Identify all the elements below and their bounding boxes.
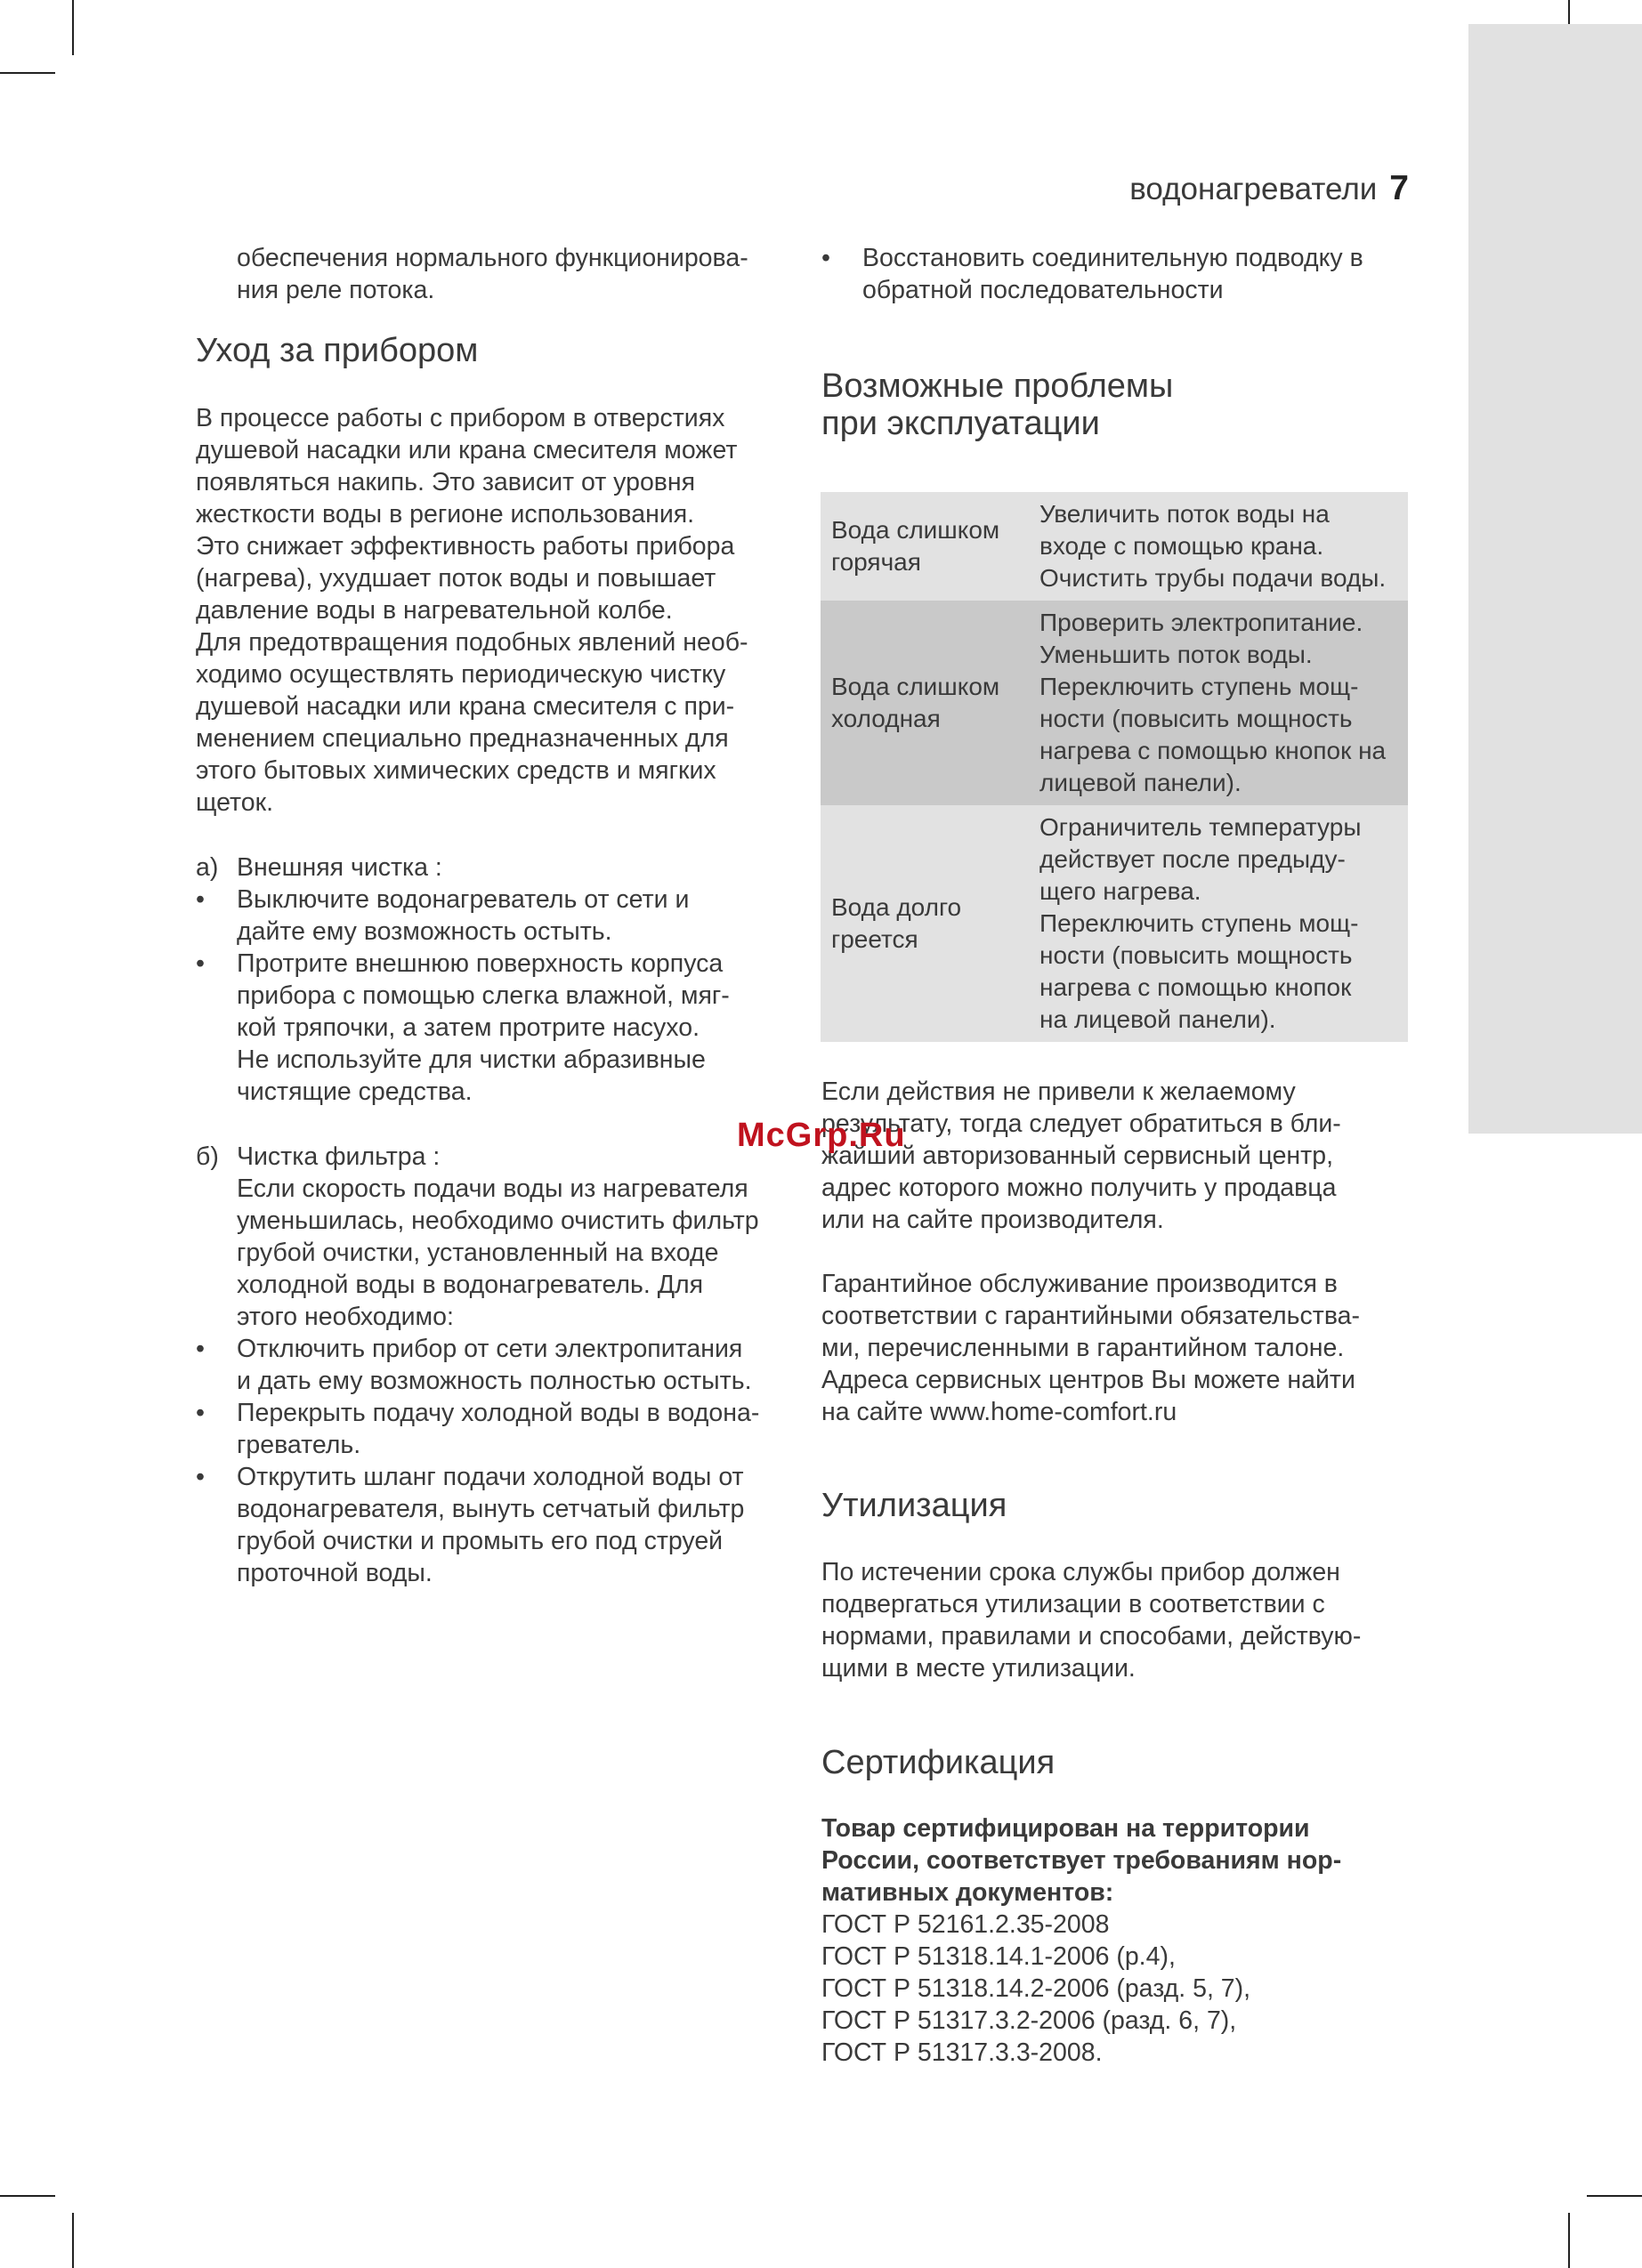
text-line: Вода слишком xyxy=(831,516,1000,544)
text-line: Адреса сервисных центров Вы можете найти xyxy=(821,1366,1355,1394)
text-line: Ограничитель температуры xyxy=(1039,813,1362,841)
text-line: щими в месте утилизации. xyxy=(821,1654,1136,1683)
text-line: ния реле потока. xyxy=(237,276,435,304)
cert-list xyxy=(821,1909,1427,2069)
bullet-icon: • xyxy=(196,885,205,914)
text-line: Переключить ступень мощ- xyxy=(1039,673,1359,700)
text-line: Протрите внешнюю поверхность корпуса xyxy=(237,949,724,978)
heading-line: Возможные проблемы xyxy=(821,367,1174,405)
bullet-icon: • xyxy=(196,949,205,978)
disposal-heading: Утилизация xyxy=(821,1487,1007,1524)
list-item xyxy=(196,1461,801,1589)
disposal-paragraph xyxy=(821,1556,1427,1684)
section-a-letter: а) xyxy=(196,853,219,882)
solution-cell xyxy=(1039,805,1408,1042)
text-line: прибора с помощью слегка влажной, мяг- xyxy=(237,981,730,1010)
text-line: этого бытовых химических средств и мягких xyxy=(196,756,716,785)
bullet-icon: • xyxy=(196,1399,205,1427)
section-b-title xyxy=(196,1141,801,1173)
text-line: Вода долго xyxy=(831,893,962,921)
text-line: мативных документов: xyxy=(821,1878,1114,1907)
watermark: McGrp.Ru xyxy=(737,1117,906,1154)
text-line: греватель. xyxy=(237,1431,361,1459)
list-item xyxy=(821,242,1468,306)
problem-cell xyxy=(821,492,1039,601)
side-tab xyxy=(1468,24,1642,1134)
text-line: грубой очистки и промыть его под струей xyxy=(237,1527,724,1555)
text-line: проточной воды. xyxy=(237,1559,433,1587)
table-row xyxy=(821,805,1408,1042)
list-item xyxy=(196,1397,801,1461)
text-line: действует после предыду- xyxy=(1039,845,1346,873)
text-line: Увеличить поток воды на xyxy=(1039,500,1330,528)
text-line: России, соответствует требованиям нор- xyxy=(821,1846,1342,1875)
text-line: обратной последовательности xyxy=(862,276,1224,304)
list-item: ГОСТ Р 51318.14.2-2006 (разд. 5, 7), xyxy=(821,1974,1251,2003)
text-line: нагрева с помощью кнопок xyxy=(1039,973,1352,1001)
page-header xyxy=(1129,169,1409,208)
heading-line: при эксплуатации xyxy=(821,405,1100,442)
header-title: водонагреватели xyxy=(1129,172,1378,206)
text-line: лицевой панели). xyxy=(1039,769,1242,796)
text-line: В процессе работы с прибором в отверстиях xyxy=(196,404,725,432)
text-line: Перекрыть подачу холодной воды в водона- xyxy=(237,1399,760,1427)
solution-cell xyxy=(1039,492,1408,601)
text-line: ности (повысить мощность xyxy=(1039,941,1353,969)
text-line: водонагревателя, вынуть сетчатый фильтр xyxy=(237,1495,745,1523)
text-line: кой тряпочки, а затем протрите насухо. xyxy=(237,1013,700,1042)
crop-mark-br-h xyxy=(1587,2195,1642,2197)
crop-mark-tl-h xyxy=(0,72,55,74)
text-line: Для предотвращения подобных явлений необ- xyxy=(196,628,748,657)
text-line: этого необходимо: xyxy=(237,1303,454,1331)
text-line: давление воды в нагревательной колбе. xyxy=(196,596,673,625)
section-a-label: Внешняя чистка : xyxy=(237,853,442,882)
text-line: дайте ему возможность остыть. xyxy=(237,917,612,946)
text-line: Если скорость подачи воды из нагревателя xyxy=(237,1174,748,1203)
list-item: ГОСТ Р 52161.2.35-2008 xyxy=(821,1910,1110,1939)
text-line: ности (повысить мощность xyxy=(1039,705,1353,732)
text-line: Открутить шланг подачи холодной воды от xyxy=(237,1463,744,1491)
text-line: холодная xyxy=(831,705,941,732)
text-line: адрес которого можно получить у продавца xyxy=(821,1174,1337,1202)
text-line: на лицевой панели). xyxy=(1039,1005,1276,1033)
text-line: уменьшилась, необходимо очистить фильтр xyxy=(237,1207,759,1235)
crop-mark-tl-v xyxy=(72,0,74,55)
text-line: Вода слишком xyxy=(831,673,1000,700)
text-line: на сайте www.home-comfort.ru xyxy=(821,1398,1177,1426)
text-line: Выключите водонагреватель от сети и xyxy=(237,885,690,914)
text-line: душевой насадки или крана смесителя может xyxy=(196,436,738,464)
text-line: Очистить трубы подачи воды. xyxy=(1039,564,1387,592)
text-line: соответствии с гарантийными обязательства- xyxy=(821,1302,1360,1330)
text-line: Если действия не привели к желаемому xyxy=(821,1078,1296,1106)
table-row xyxy=(821,601,1408,805)
text-line: обеспечения нормального функционирова- xyxy=(237,244,748,272)
cert-bold-text xyxy=(821,1812,1427,1909)
text-line: Восстановить соединительную подводку в xyxy=(862,244,1363,272)
care-paragraph xyxy=(196,402,801,819)
text-line: нормами, правилами и способами, действую- xyxy=(821,1622,1362,1651)
crop-mark-bl-h xyxy=(0,2195,55,2197)
section-b-label: Чистка фильтра : xyxy=(237,1142,441,1171)
text-line: Проверить электропитание. xyxy=(1039,609,1363,636)
section-b xyxy=(196,1141,801,1589)
text-line: По истечении срока службы прибор должен xyxy=(821,1558,1340,1586)
text-line: результату, тогда следует обратиться в бли- xyxy=(821,1110,1341,1138)
text-line: или на сайте производителя. xyxy=(821,1206,1164,1234)
text-line: ми, перечисленными в гарантийном талоне. xyxy=(821,1334,1345,1362)
text-line: чистящие средства. xyxy=(237,1078,473,1106)
text-line: Переключить ступень мощ- xyxy=(1039,909,1359,937)
list-item: ГОСТ Р 51317.3.2-2006 (разд. 6, 7), xyxy=(821,2006,1237,2035)
text-line: горячая xyxy=(831,548,921,576)
text-line: (нагрева), ухудшает поток воды и повышает xyxy=(196,564,716,593)
bullet-icon: • xyxy=(821,244,830,272)
text-line: ходимо осуществлять периодическую чистку xyxy=(196,660,726,689)
text-line: жесткости воды в регионе использования. xyxy=(196,500,695,529)
intro-text xyxy=(196,242,824,306)
text-line: холодной воды в водонагреватель. Для xyxy=(237,1271,704,1299)
bullet-icon: • xyxy=(196,1463,205,1491)
text-line: грубой очистки, установленный на входе xyxy=(237,1239,719,1267)
text-line: Отключить прибор от сети электропитания xyxy=(237,1335,743,1363)
text-line: жайший авторизованный сервисный центр, xyxy=(821,1142,1333,1170)
text-line: подвергаться утилизации в соответствии с xyxy=(821,1590,1325,1618)
text-line: Не используйте для чистки абразивные xyxy=(237,1045,706,1074)
text-line: нагрева с помощью кнопок на xyxy=(1039,737,1387,764)
page-number: 7 xyxy=(1389,169,1409,207)
text-line: Гарантийное обслуживание производится в xyxy=(821,1270,1338,1298)
text-line: щего нагрева. xyxy=(1039,877,1201,905)
text-line: душевой насадки или крана смесителя с при- xyxy=(196,692,735,721)
text-line: входе с помощью крана. xyxy=(1039,532,1324,560)
warranty-paragraph xyxy=(821,1268,1427,1428)
text-line: появляться накипь. Это зависит от уровня xyxy=(196,468,696,496)
text-line: греется xyxy=(831,925,918,953)
care-heading: Уход за прибором xyxy=(196,332,479,369)
cert-heading: Сертификация xyxy=(821,1744,1056,1781)
text-line: Это снижает эффективность работы прибора xyxy=(196,532,735,561)
problems-heading xyxy=(821,367,1173,442)
problem-cell xyxy=(821,805,1039,1042)
section-a-title xyxy=(196,852,801,884)
section-b-text xyxy=(196,1173,801,1333)
list-item: ГОСТ Р 51318.14.1-2006 (р.4), xyxy=(821,1942,1176,1971)
solution-cell xyxy=(1039,601,1408,805)
text-line: менением специально предназначенных для xyxy=(196,724,729,753)
bullet-icon: • xyxy=(196,1335,205,1363)
text-line: и дать ему возможность полностью остыть. xyxy=(237,1367,752,1395)
troubleshooting-table xyxy=(821,492,1408,1042)
list-item xyxy=(196,884,801,948)
text-line: щеток. xyxy=(196,788,274,817)
text-line: Товар сертифицирован на территории xyxy=(821,1814,1310,1843)
text-line: Уменьшить поток воды. xyxy=(1039,641,1313,668)
list-item xyxy=(196,1333,801,1397)
list-item: ГОСТ Р 51317.3.3-2008. xyxy=(821,2038,1103,2067)
problem-cell xyxy=(821,601,1039,805)
crop-mark-br-v xyxy=(1568,2213,1570,2268)
table-row xyxy=(821,492,1408,601)
section-b-letter: б) xyxy=(196,1142,219,1171)
list-item xyxy=(196,948,801,1108)
section-a xyxy=(196,852,801,1108)
crop-mark-bl-v xyxy=(72,2213,74,2268)
service-paragraph xyxy=(821,1076,1427,1236)
